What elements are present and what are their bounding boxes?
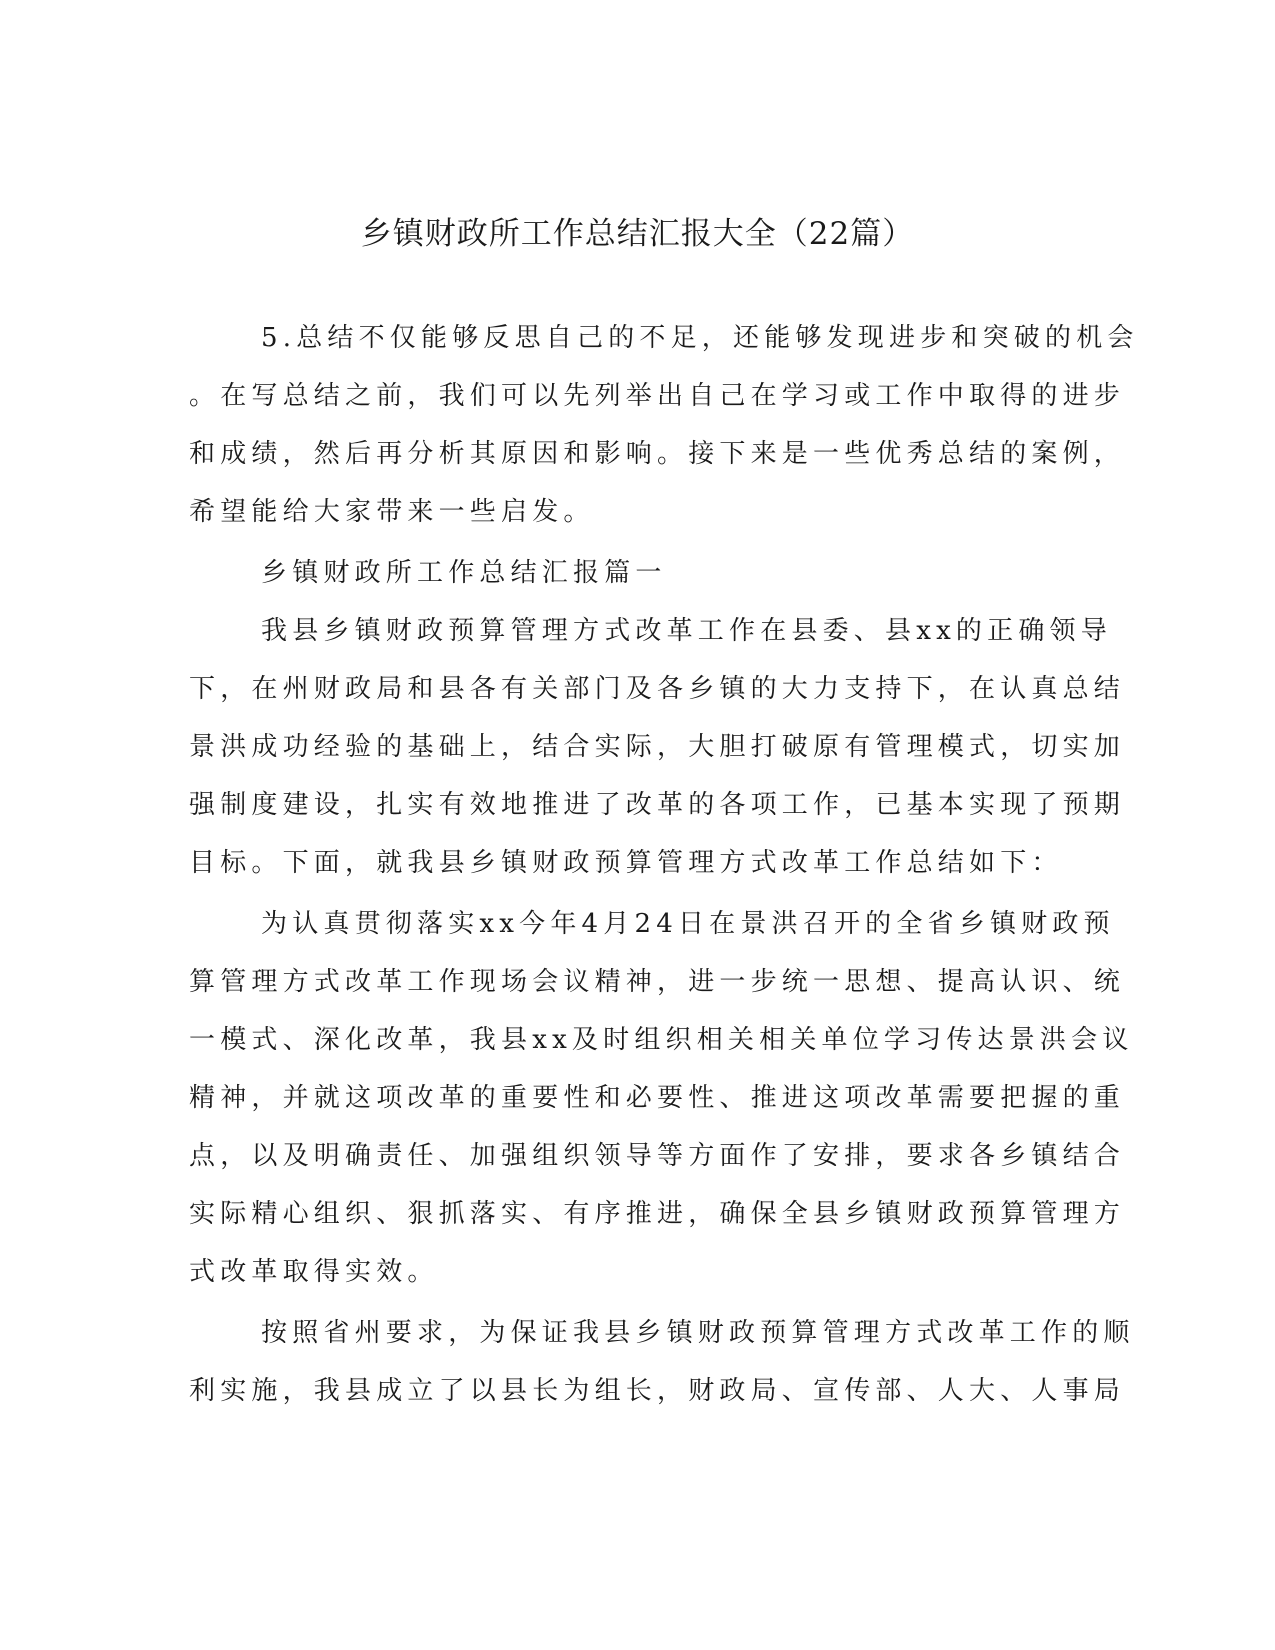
paragraph-line: 精神，并就这项改革的重要性和必要性、推进这项改革需要把握的重 bbox=[189, 1083, 1126, 1113]
paragraph-line: 式改革取得实效。 bbox=[189, 1257, 439, 1287]
paragraph-line: 算管理方式改革工作现场会议精神，进一步统一思想、提高认识、统 bbox=[189, 967, 1126, 997]
paragraph-line: 。在写总结之前，我们可以先列举出自己在学习或工作中取得的进步 bbox=[189, 381, 1126, 411]
section-heading: 乡镇财政所工作总结汇报篇一 bbox=[261, 558, 667, 588]
paragraph-line: 下，在州财政局和县各有关部门及各乡镇的大力支持下，在认真总结 bbox=[189, 674, 1126, 704]
paragraph-line: 按照省州要求，为保证我县乡镇财政预算管理方式改革工作的顺 bbox=[261, 1318, 1135, 1348]
paragraph-line: 强制度建设，扎实有效地推进了改革的各项工作，已基本实现了预期 bbox=[189, 790, 1126, 820]
paragraph-line: 我县乡镇财政预算管理方式改革工作在县委、县xx的正确领导 bbox=[261, 616, 1112, 646]
paragraph-line: 实际精心组织、狠抓落实、有序推进，确保全县乡镇财政预算管理方 bbox=[189, 1199, 1126, 1229]
paragraph-line: 目标。下面，就我县乡镇财政预算管理方式改革工作总结如下： bbox=[189, 848, 1063, 878]
paragraph-line: 利实施，我县成立了以县长为组长，财政局、宣传部、人大、人事局 bbox=[189, 1376, 1126, 1406]
document-title: 乡镇财政所工作总结汇报大全（22篇） bbox=[360, 216, 915, 252]
paragraph-line: 景洪成功经验的基础上，结合实际，大胆打破原有管理模式，切实加 bbox=[189, 732, 1126, 762]
paragraph-line: 5.总结不仅能够反思自己的不足，还能够发现进步和突破的机会 bbox=[261, 323, 1139, 353]
paragraph-line: 希望能给大家带来一些启发。 bbox=[189, 497, 595, 527]
paragraph-line: 一模式、深化改革，我县xx及时组织相关相关单位学习传达景洪会议 bbox=[189, 1025, 1134, 1055]
paragraph-line: 点，以及明确责任、加强组织领导等方面作了安排，要求各乡镇结合 bbox=[189, 1141, 1126, 1171]
paragraph-line: 为认真贯彻落实xx今年4月24日在景洪召开的全省乡镇财政预 bbox=[261, 909, 1115, 939]
paragraph-line: 和成绩，然后再分析其原因和影响。接下来是一些优秀总结的案例， bbox=[189, 439, 1126, 469]
